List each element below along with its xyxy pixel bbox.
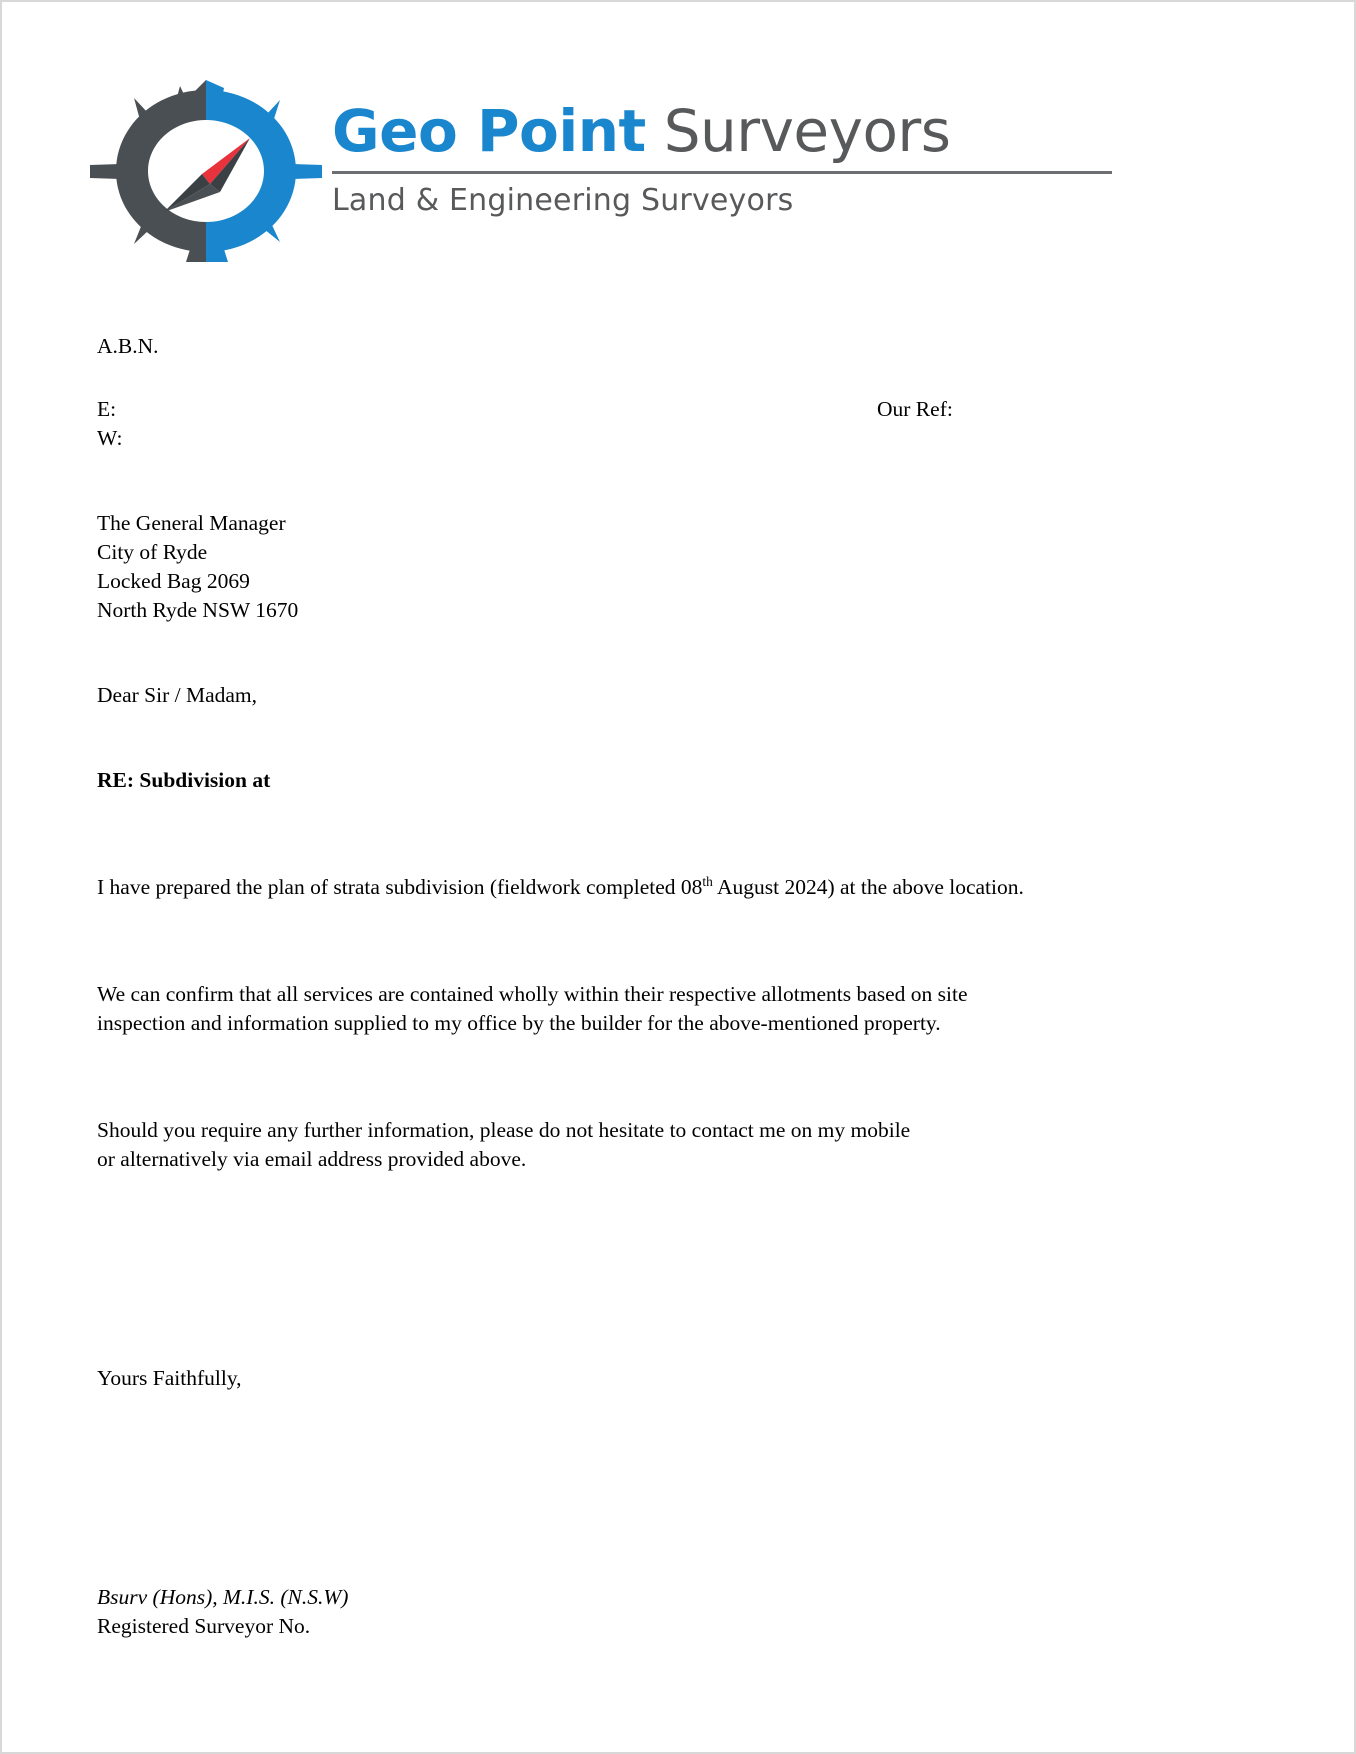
spacer bbox=[97, 1286, 1257, 1342]
compass-rose-icon bbox=[90, 80, 322, 262]
ordinal-suffix: th bbox=[702, 873, 713, 889]
paragraph-3-line-1: Should you require any further information, please do not hesitate to contact me on my mobile bbox=[97, 1118, 911, 1142]
company-wordmark bbox=[332, 97, 1140, 165]
wordmark-divider bbox=[332, 171, 1112, 174]
letterhead bbox=[90, 80, 1140, 270]
paragraph-3-line-2: or alternatively via email address provided above. bbox=[97, 1147, 527, 1171]
body-paragraph-2 bbox=[97, 980, 1257, 1038]
subject-line: RE: Subdivision at bbox=[97, 768, 271, 792]
body-paragraph-3 bbox=[97, 1116, 1257, 1174]
wordmark-secondary bbox=[646, 97, 664, 165]
spacer bbox=[97, 1230, 1257, 1286]
signatory-qualifications: Bsurv (Hons), M.I.S. (N.S.W) bbox=[97, 1585, 349, 1609]
spacer bbox=[97, 1174, 1257, 1230]
spacer bbox=[97, 625, 1257, 681]
abn-label: A.B.N. bbox=[97, 334, 159, 358]
spacer bbox=[97, 902, 1257, 958]
letter-body bbox=[97, 332, 1257, 1641]
signature-space bbox=[97, 1505, 1257, 1561]
paragraph-2-line-2: inspection and information supplied to my office by the builder for the above-mentioned property. bbox=[97, 1011, 941, 1035]
paragraph-2-line-1: We can confirm that all services are contained wholly within their respective allotments based on site bbox=[97, 982, 968, 1006]
recipient-line: City of Ryde bbox=[97, 540, 208, 564]
spacer bbox=[97, 1342, 1257, 1364]
signatory-title: Registered Surveyor No. bbox=[97, 1614, 311, 1638]
contact-reference-row bbox=[97, 395, 1257, 424]
body-paragraph-1 bbox=[97, 873, 1257, 902]
website-label: W: bbox=[97, 426, 123, 450]
logo-wordmark-group bbox=[332, 80, 1140, 218]
email-label: E: bbox=[97, 397, 117, 421]
spacer bbox=[97, 710, 1257, 766]
spacer bbox=[97, 958, 1257, 980]
recipient-line: Locked Bag 2069 bbox=[97, 569, 250, 593]
spacer bbox=[97, 453, 1257, 509]
wordmark-primary: Geo Point bbox=[332, 97, 646, 165]
recipient-address bbox=[97, 509, 1257, 625]
spacer bbox=[97, 361, 1257, 395]
paragraph-1-text-before: I have prepared the plan of strata subdivision (fieldwork completed 08 bbox=[97, 875, 703, 899]
paragraph-1-text-after: August 2024) at the above location. bbox=[712, 875, 1024, 899]
spacer bbox=[97, 1094, 1257, 1116]
spacer bbox=[97, 1449, 1257, 1505]
spacer bbox=[97, 1561, 1257, 1583]
spacer bbox=[97, 1038, 1257, 1094]
recipient-line: The General Manager bbox=[97, 511, 286, 535]
spacer bbox=[97, 795, 1257, 851]
spacer bbox=[97, 851, 1257, 873]
recipient-line: North Ryde NSW 1670 bbox=[97, 598, 299, 622]
company-tagline: Land & Engineering Surveyors bbox=[332, 183, 794, 218]
salutation: Dear Sir / Madam, bbox=[97, 683, 258, 707]
compass-needle-icon bbox=[164, 138, 250, 212]
valediction: Yours Faithfully, bbox=[97, 1366, 242, 1390]
wordmark-secondary-text: Surveyors bbox=[663, 97, 951, 165]
our-ref-label: Our Ref: bbox=[877, 397, 953, 421]
spacer bbox=[97, 1393, 1257, 1449]
